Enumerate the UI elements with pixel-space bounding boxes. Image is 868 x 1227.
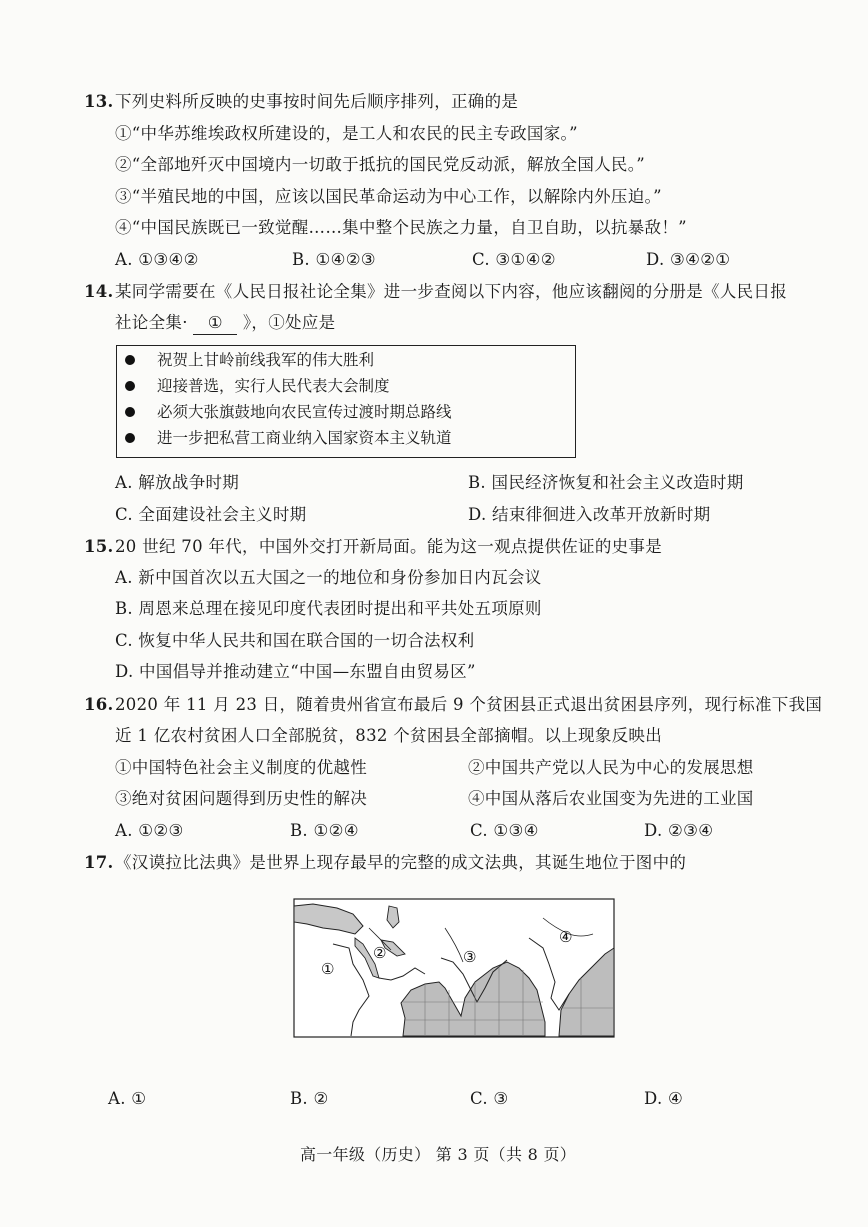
bullet-icon bbox=[125, 355, 135, 365]
q14-option-c[interactable]: C. 全面建设社会主义时期 bbox=[115, 505, 307, 524]
q16-number: 16. bbox=[84, 695, 114, 714]
q14-box-item: 必须大张旗鼓地向农民宣传过渡时期总路线 bbox=[157, 403, 452, 421]
q17-stem: 《汉谟拉比法典》是世界上现存最早的完整的成文法典，其诞生地位于图中的 bbox=[115, 853, 687, 872]
bullet-icon bbox=[125, 381, 135, 391]
q15-option-c[interactable]: C. 恢复中华人民共和国在联合国的一切合法权利 bbox=[115, 631, 475, 650]
q16-item: ④中国从落后农业国变为先进的工业国 bbox=[468, 789, 754, 808]
q16-stem-line2: 近 1 亿农村贫困人口全部脱贫，832 个贫困县全部摘帽。以上现象反映出 bbox=[115, 726, 663, 745]
q16-item: ①中国特色社会主义制度的优越性 bbox=[115, 758, 367, 777]
q13-option-c[interactable]: C. ③①④② bbox=[472, 250, 556, 269]
q14-box-item: 迎接普选，实行人民代表大会制度 bbox=[157, 377, 390, 395]
q14-blank: ① bbox=[193, 312, 237, 335]
q16-stem: 2020 年 11 月 23 日，随着贵州省宣布最后 9 个贫困县正式退出贫困县序列，现行标准下我国 bbox=[115, 695, 823, 714]
asia-map-figure bbox=[293, 898, 615, 1038]
q17-option-b[interactable]: B. ② bbox=[290, 1089, 329, 1108]
q14-box-item: 进一步把私营工商业纳入国家资本主义轨道 bbox=[157, 429, 452, 447]
q15-option-a[interactable]: A. 新中国首次以五大国之一的地位和身份参加日内瓦会议 bbox=[115, 568, 542, 587]
q15-option-d[interactable]: D. 中国倡导并推动建立“中国—东盟自由贸易区” bbox=[115, 662, 476, 681]
bullet-icon bbox=[125, 407, 135, 417]
q17-option-a[interactable]: A. ① bbox=[108, 1089, 147, 1108]
q16-option-d[interactable]: D. ②③④ bbox=[644, 821, 714, 840]
q17-option-d[interactable]: D. ④ bbox=[644, 1089, 684, 1108]
q14-option-a[interactable]: A. 解放战争时期 bbox=[115, 473, 240, 492]
q17-number: 17. bbox=[84, 853, 114, 872]
q14-stem-part: 社论全集· bbox=[115, 313, 188, 332]
bullet-icon bbox=[125, 433, 135, 443]
q13-item: ③“半殖民地的中国，应该以国民革命运动为中心工作，以解除内外压迫。” bbox=[115, 187, 662, 206]
q14-option-b[interactable]: B. 国民经济恢复和社会主义改造时期 bbox=[468, 473, 744, 492]
q13-number: 13. bbox=[84, 92, 114, 111]
q13-option-a[interactable]: A. ①③④② bbox=[115, 250, 199, 269]
q13-stem: 下列史料所反映的史事按时间先后顺序排列，正确的是 bbox=[115, 92, 519, 111]
q14-stem-line2 bbox=[115, 312, 335, 335]
q14-stem: 某同学需要在《人民日报社论全集》进一步查阅以下内容，他应该翻阅的分册是《人民日报 bbox=[115, 282, 787, 301]
q16-item: ③绝对贫困问题得到历史性的解决 bbox=[115, 789, 367, 808]
page-footer: 高一年级（历史） 第 3 页（共 8 页） bbox=[300, 1145, 577, 1164]
q15-number: 15. bbox=[84, 537, 114, 556]
q13-item: ②“全部地歼灭中国境内一切敢于抵抗的国民党反动派，解放全国人民。” bbox=[115, 155, 646, 174]
q13-item: ①“中华苏维埃政权所建设的，是工人和农民的民主专政国家。” bbox=[115, 124, 578, 143]
q16-option-c[interactable]: C. ①③④ bbox=[470, 821, 539, 840]
map-label-4: ④ bbox=[559, 928, 573, 946]
q13-item: ④“中国民族既已一致觉醒……集中整个民族之力量，自卫自助，以抗暴敌！” bbox=[115, 218, 687, 237]
q14-number: 14. bbox=[84, 282, 114, 301]
q14-quote-box bbox=[116, 345, 576, 458]
q14-option-d[interactable]: D. 结束徘徊进入改革开放新时期 bbox=[468, 505, 711, 524]
q15-stem: 20 世纪 70 年代，中国外交打开新局面。能为这一观点提供佐证的史事是 bbox=[115, 537, 663, 556]
map-label-3: ③ bbox=[463, 948, 477, 966]
q16-option-b[interactable]: B. ①②④ bbox=[290, 821, 359, 840]
q13-option-b[interactable]: B. ①④②③ bbox=[292, 250, 376, 269]
q13-option-d[interactable]: D. ③④②① bbox=[646, 250, 731, 269]
q17-option-c[interactable]: C. ③ bbox=[470, 1089, 509, 1108]
q16-item: ②中国共产党以人民为中心的发展思想 bbox=[468, 758, 754, 777]
map-label-1: ① bbox=[321, 960, 335, 978]
q15-option-b[interactable]: B. 周恩来总理在接见印度代表团时提出和平共处五项原则 bbox=[115, 599, 542, 618]
q14-stem-part: 》，①处应是 bbox=[242, 313, 336, 332]
map-label-2: ② bbox=[373, 944, 387, 962]
q16-option-a[interactable]: A. ①②③ bbox=[115, 821, 184, 840]
q14-box-item: 祝贺上甘岭前线我军的伟大胜利 bbox=[157, 351, 375, 369]
